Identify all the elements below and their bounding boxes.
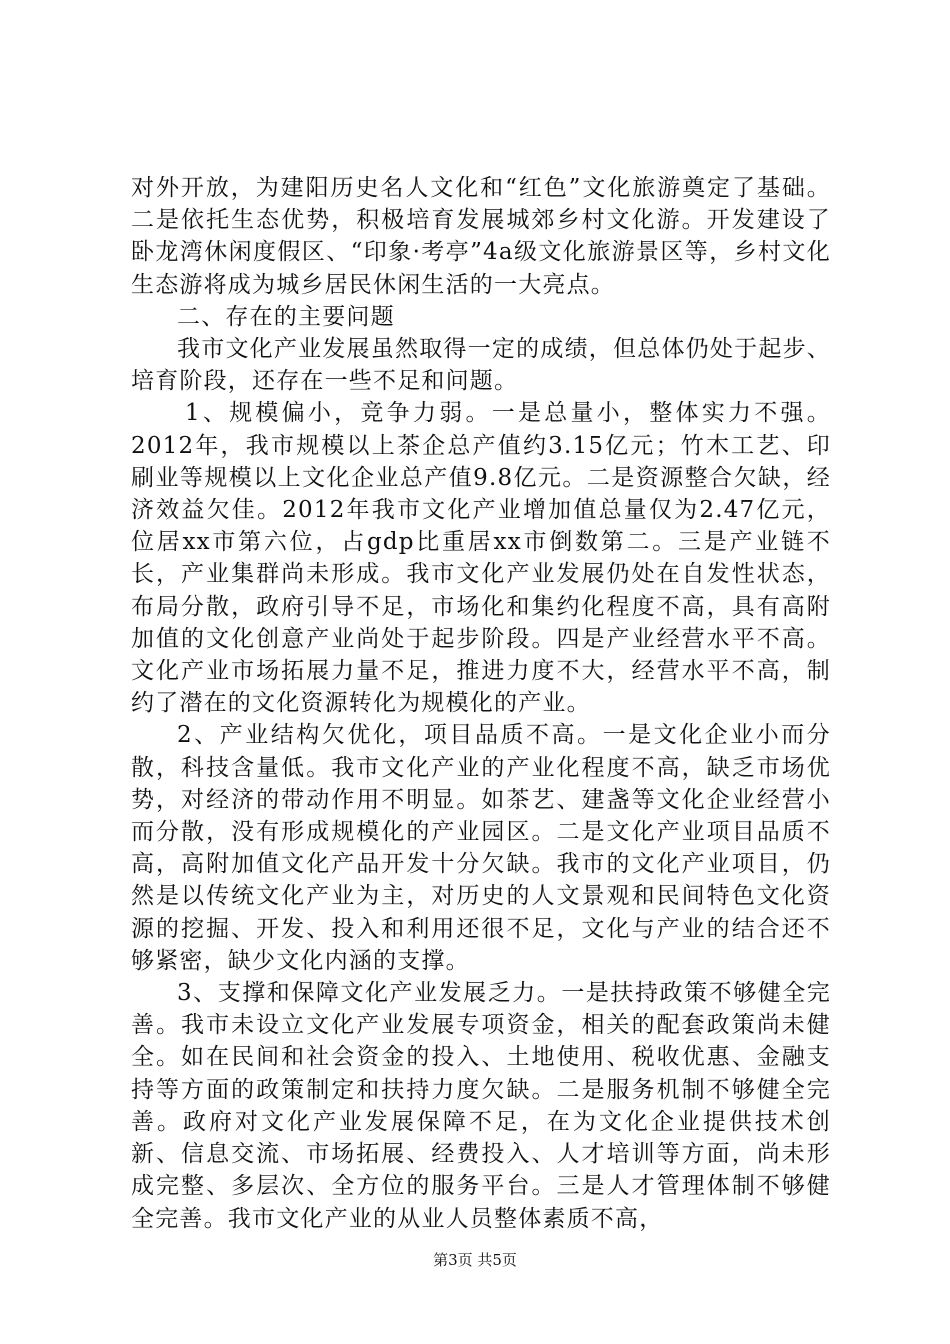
- paragraph-item-2: 2、产业结构欠优化，项目品质不高。一是文化企业小而分散，科技含量低。我市文化产业的产业化程度不高，缺乏市场优势，对经济的带动作用不明显。如茶艺、建盏等文化企业经营小而分散，没有形成规模化的产业园区。二是文化产业项目品质不高，高附加值文化产品开发十分欠缺。我市的文化产业项目，仍然是以传统文化产业为主，对历史的人文景观和民间特色文化资源的挖掘、开发、投入和利用还很不足，文化与产业的结合还不够紧密，缺少文化内涵的支撑。: [131, 722, 831, 974]
- document-body: [131, 172, 831, 1235]
- section-heading: 二、存在的主要问题: [177, 303, 395, 330]
- paragraph-item-3: 3、支撑和保障文化产业发展乏力。一是扶持政策不够健全完善。我市未设立文化产业发展专项资金，相关的配套政策尚未健全。如在民间和社会资金的投入、土地使用、税收优惠、金融支持等方面的政策制定和扶持力度欠缺。二是服务机制不够健全完善。政府对文化产业发展保障不足，在为文化企业提供技术创新、信息交流、市场拓展、经费投入、人才培训等方面，尚未形成完整、多层次、全方位的服务平台。三是人才管理体制不够健全完善。我市文化产业的从业人员整体素质不高，: [131, 980, 831, 1232]
- page-number-footer: 第3页 共5页: [433, 1251, 517, 1269]
- paragraph-intro: 我市文化产业发展虽然取得一定的成绩，但总体仍处于起步、培育阶段，还存在一些不足和问题。: [131, 336, 831, 395]
- paragraph-item-1: 1、规模偏小，竞争力弱。一是总量小，整体实力不强。2012年，我市规模以上茶企总产值约3.15亿元；竹木工艺、印刷业等规模以上文化企业总产值9.8亿元。二是资源整合欠缺，经济效益欠佳。2012年我市文化产业增加值总量仅为2.47亿元，位居xx市第六位，占gdp比重居xx市倒数第二。三是产业链不长，产业集群尚未形成。我市文化产业发展仍处在自发性状态，布局分散，政府引导不足，市场化和集约化程度不高，具有高附加值的文化创意产业尚处于起步阶段。四是产业经营水平不高。文化产业市场拓展力量不足，推进力度不大，经营水平不高，制约了潜在的文化资源转化为规模化的产业。: [131, 400, 831, 717]
- paragraph-continuation: 对外开放，为建阳历史名人文化和“红色”文化旅游奠定了基础。二是依托生态优势，积极培育发展城郊乡村文化游。开发建设了卧龙湾休闲度假区、“印象·考亭”4a级文化旅游景区等，乡村文化生态游将成为城乡居民休闲生活的一大亮点。: [131, 175, 831, 298]
